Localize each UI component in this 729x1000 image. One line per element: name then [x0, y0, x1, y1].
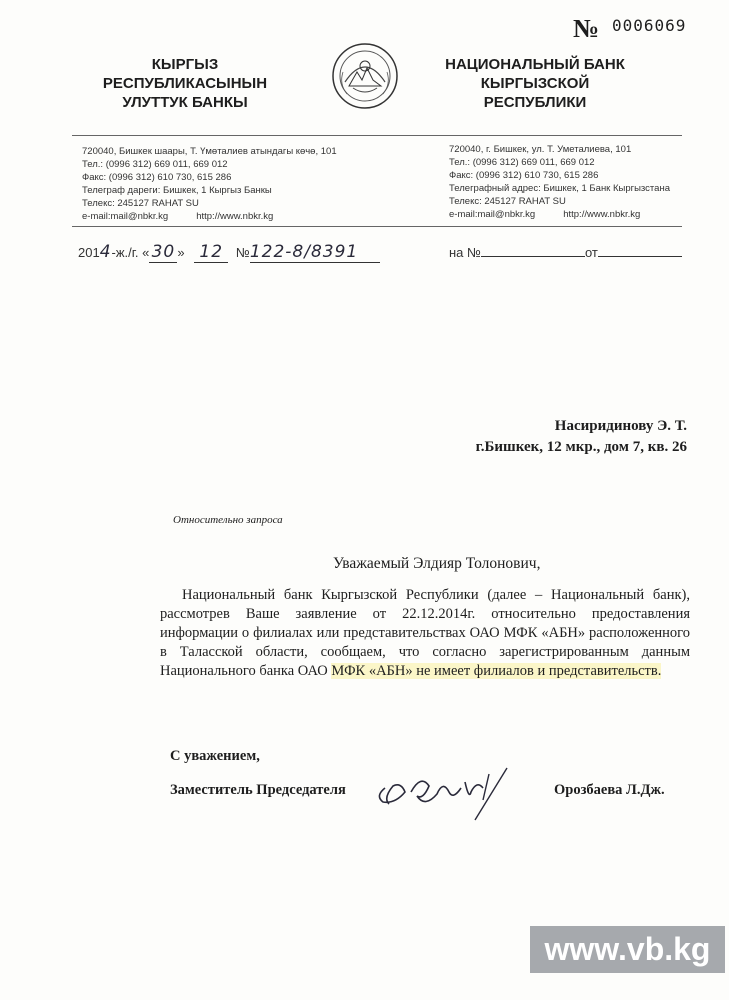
body-highlighted-text: МФК «АБН» не имеет филиалов и представительств.	[331, 663, 662, 679]
letterhead-russian-line: КЫРГЫЗСКОЙ	[480, 75, 590, 92]
month-handwritten: 12	[194, 242, 228, 263]
signatory-name: Орозбаева Л.Дж.	[554, 782, 665, 798]
handwritten-signature	[365, 752, 515, 847]
telegraph-line: Телеграф дареги: Бишкек, 1 Кыргыз Банкы	[82, 185, 272, 196]
letterhead-kyrgyz-line: КЫРГЫЗ	[151, 56, 219, 73]
state-emblem-icon	[331, 42, 399, 110]
outgoing-number-handwritten: 122-8/8391	[250, 242, 380, 263]
telex-line: Телекс: 245127 RAHAT SU	[82, 198, 199, 209]
number-sign: №	[235, 245, 250, 260]
address-block-russian	[449, 143, 729, 221]
year-handwritten: 4	[99, 242, 112, 262]
closing-phrase: С уважением,	[170, 748, 260, 764]
website-text: http://www.nbkr.kg	[196, 211, 274, 222]
outgoing-reference	[78, 242, 380, 263]
letterhead-russian-line: РЕСПУБЛИКИ	[483, 94, 587, 111]
letterhead-kyrgyz-line: РЕСПУБЛИКАСЫНЫН	[102, 75, 268, 92]
email-text: e-mail:mail@nbkr.kg	[82, 211, 169, 222]
address-divider	[72, 226, 682, 227]
subject-line: Относительно запроса	[173, 514, 283, 526]
serial-number: 0006069	[612, 16, 687, 35]
address-block-kyrgyz	[82, 145, 422, 223]
serial-number-sign: №	[573, 14, 601, 43]
letterhead-russian-line: НАЦИОНАЛЬНЫЙ БАНК	[445, 56, 625, 73]
website-text: http://www.nbkr.kg	[563, 209, 641, 220]
phone-line: Тел.: (0996 312) 669 011, 669 012	[82, 159, 228, 170]
address-line: 720040, Бишкек шаары, Т. Үмөталиев атындагы көчө, 101	[82, 146, 337, 157]
reply-date-blank	[598, 244, 682, 257]
year-prefix: 201	[78, 245, 100, 260]
reply-label: на №	[449, 245, 481, 260]
recipient-block	[476, 416, 687, 458]
from-label: от	[584, 245, 598, 260]
recipient-address: г.Бишкек, 12 мкр., дом 7, кв. 26	[475, 439, 687, 455]
year-suffix: -ж./г. «	[111, 245, 150, 260]
fax-line: Факс: (0996 312) 610 730, 615 286	[82, 172, 232, 183]
telegraph-line: Телеграфный адрес: Бишкек, 1 Банк Кыргызстана	[449, 183, 670, 194]
fax-line: Факс: (0996 312) 610 730, 615 286	[449, 170, 599, 181]
salutation: Уважаемый Элдияр Толонович,	[333, 555, 541, 572]
signatory-title: Заместитель Председателя	[170, 782, 346, 798]
telex-line: Телекс: 245127 RAHAT SU	[449, 196, 566, 207]
day-handwritten: 30	[149, 242, 177, 263]
recipient-name: Насиридинову Э. Т.	[554, 418, 687, 434]
reply-number-blank	[481, 244, 585, 257]
website-watermark: www.vb.kg	[530, 926, 725, 973]
letter-body	[160, 586, 690, 681]
header-divider	[72, 135, 682, 136]
letterhead-russian	[425, 55, 645, 112]
letterhead-kyrgyz-line: УЛУТТУК БАНКЫ	[122, 94, 248, 111]
letterhead-kyrgyz	[95, 55, 275, 112]
email-text: e-mail:mail@nbkr.kg	[449, 209, 536, 220]
body-main-text: Национальный банк Кыргызской Республики (далее – Национальный банк), рассмотрев Ваше заявление от 22.12.2014г. относительно предоставления информации о филиалах или представительствах ОАО МФК «АБН» расположенного в Таласской области, сообщаем, что согласно зарегистрированным данным Национального банка ОАО	[160, 587, 690, 679]
incoming-reference	[449, 244, 682, 260]
day-close: »	[177, 245, 185, 260]
phone-line: Тел.: (0996 312) 669 011, 669 012	[449, 157, 595, 168]
address-line: 720040, г. Бишкек, ул. Т. Уметалиева, 101	[449, 144, 632, 155]
